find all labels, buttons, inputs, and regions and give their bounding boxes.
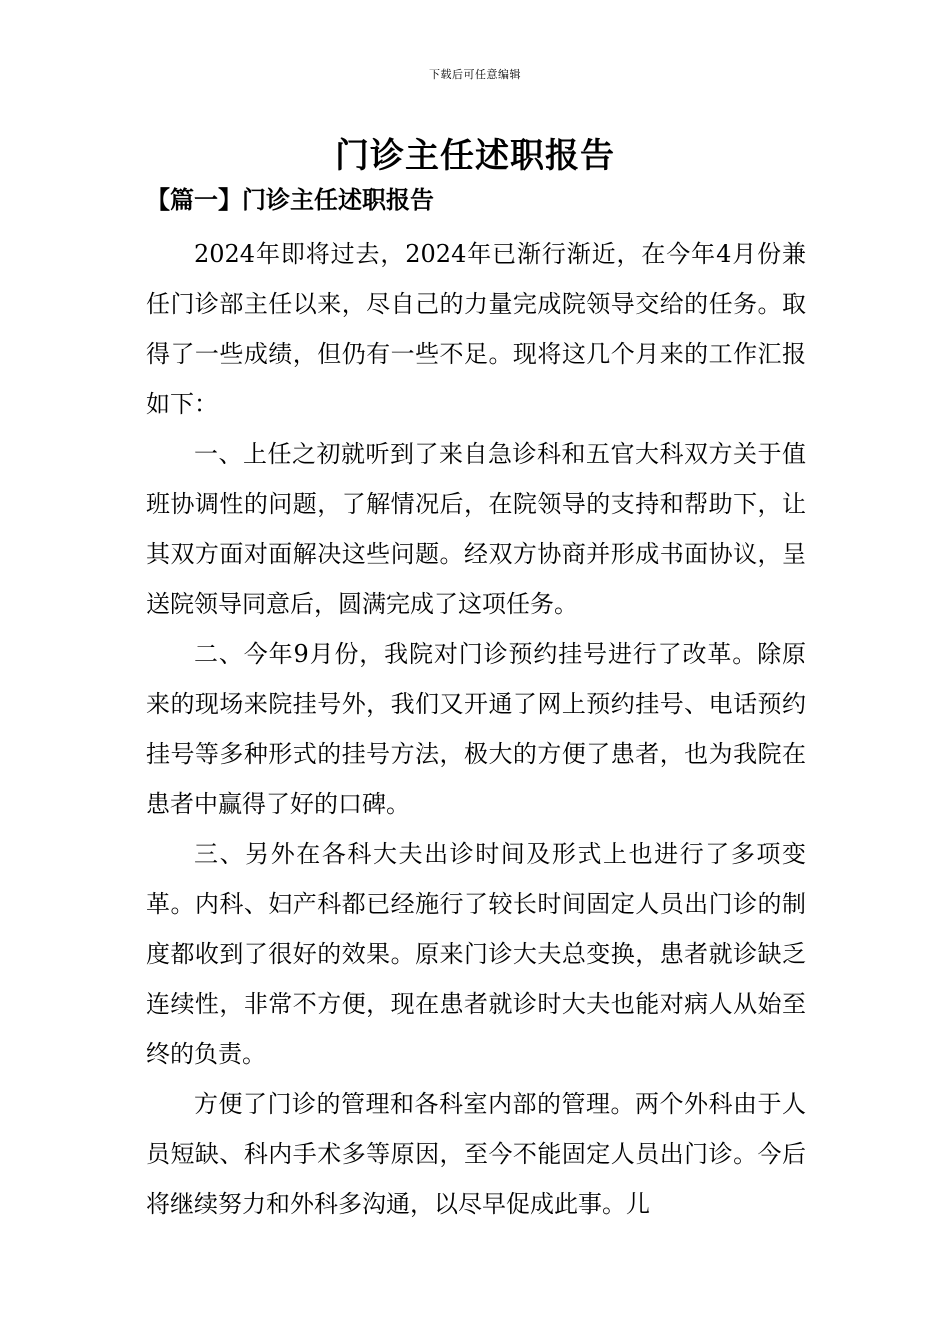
- paragraph: 二、今年9月份，我院对门诊预约挂号进行了改革。除原来的现场来院挂号外，我们又开通了网上预约挂号、电话预约挂号等多种形式的挂号方法，极大的方便了患者，也为我院在患者中赢得了好的口碑。: [146, 640, 806, 818]
- paragraph: 一、上任之初就听到了来自急诊科和五官大科双方关于值班协调性的问题，了解情况后，在院领导的支持和帮助下，让其双方面对面解决这些问题。经双方协商并形成书面协议，呈送院领导同意后，圆满完成了这项任务。: [146, 440, 806, 618]
- document-title: 门诊主任述职报告: [335, 136, 615, 176]
- section-heading: 【篇一】门诊主任述职报告: [146, 185, 434, 214]
- paragraph: 方便了门诊的管理和各科室内部的管理。两个外科由于人员短缺、科内手术多等原因，至今不能固定人员出门诊。今后将继续努力和外科多沟通，以尽早促成此事。儿: [146, 1090, 806, 1218]
- header-note: 下载后可任意编辑: [429, 68, 521, 81]
- paragraph: 2024年即将过去，2024年已渐行渐近，在今年4月份兼任门诊部主任以来，尽自己的力量完成院领导交给的任务。取得了一些成绩，但仍有一些不足。现将这几个月来的工作汇报如下：: [146, 240, 806, 418]
- body-text: [146, 229, 806, 1229]
- paragraph: 三、另外在各科大夫出诊时间及形式上也进行了多项变革。内科、妇产科都已经施行了较长时间固定人员出门诊的制度都收到了很好的效果。原来门诊大夫总变换，患者就诊缺乏连续性，非常不方便，现在患者就诊时大夫也能对病人从始至终的负责。: [146, 840, 806, 1068]
